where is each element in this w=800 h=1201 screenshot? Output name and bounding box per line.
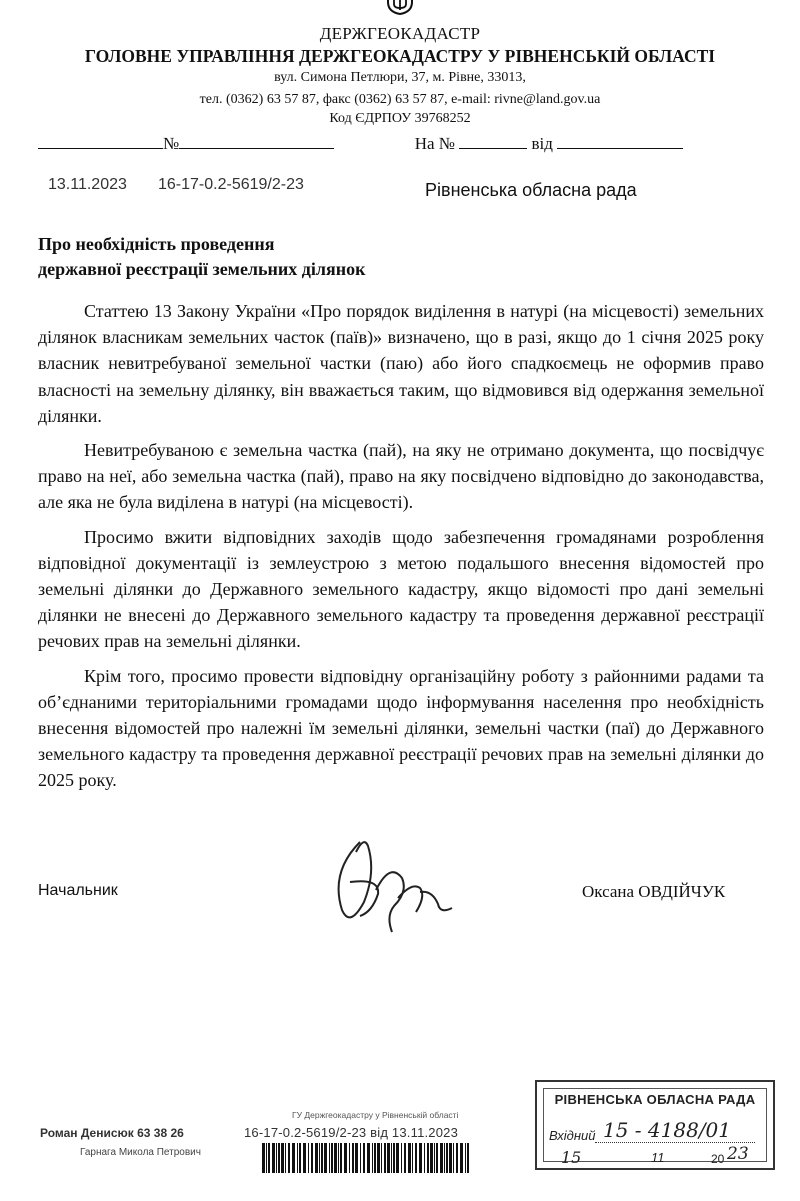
barcode-bar <box>321 1143 323 1173</box>
barcode-bar <box>355 1143 358 1173</box>
barcode-bar <box>297 1143 298 1173</box>
barcode-bar <box>367 1143 370 1173</box>
stamp-year-prefix: 20 <box>711 1152 725 1166</box>
barcode-bar <box>412 1143 413 1173</box>
barcode-bar <box>311 1143 313 1173</box>
body-paragraph-1: Статтею 13 Закону України «Про порядок виділення в натурі (на місцевості) земельних ділянок власникам земельних часток (паїв)» визначено, що в разі, якщо до 1 січня 2025 року власник невитребуваної земельної частки (паю) або його спадкоємець не оформив право власності на земельну ділянку, він вважається таким, що відмовився від одержання земельної ділянки. <box>38 301 764 426</box>
barcode-bar <box>419 1143 422 1173</box>
barcode-bar <box>303 1143 306 1173</box>
barcode-registration-text: 16-17-0.2-5619/2-23 від 13.11.2023 <box>244 1125 459 1140</box>
date-blank <box>38 134 163 149</box>
stamp-title: РІВНЕНСЬКА ОБЛАСНА РАДА <box>554 1092 756 1107</box>
stamp-month: 11 <box>651 1150 665 1165</box>
reply-label: На № <box>414 134 456 153</box>
barcode-bar <box>374 1143 376 1173</box>
barcode-bar <box>266 1143 267 1173</box>
letter-body <box>38 298 764 802</box>
barcode-bar <box>396 1143 399 1173</box>
barcode-bar <box>276 1143 277 1173</box>
barcode-bar <box>292 1143 295 1173</box>
barcode-bar <box>444 1143 445 1173</box>
barcode-bar <box>329 1143 330 1173</box>
org-full-name: ГОЛОВНЕ УПРАВЛІННЯ ДЕРЖГЕОКАДАСТРУ У РІВНЕНСЬКІЙ ОБЛАСТІ <box>84 46 716 66</box>
barcode-bar <box>440 1143 443 1173</box>
subject <box>38 232 365 282</box>
signer-name: Оксана ОВДІЙЧУК <box>582 882 726 901</box>
subject-line-1: Про необхідність проведення <box>38 234 275 254</box>
barcode-bar <box>381 1143 382 1173</box>
barcode-bar <box>315 1143 318 1173</box>
barcode-bar <box>384 1143 386 1173</box>
barcode-bar <box>308 1143 309 1173</box>
barcode-bar <box>467 1143 469 1173</box>
barcode-bar <box>430 1143 433 1173</box>
barcode-caption: ГУ Держгеокадастру у Рівненській області <box>292 1110 459 1120</box>
body-paragraph-4: Крім того, просимо провести відповідну організаційну роботу з районними радами та об’єднаними територіальними громадами щодо інформування населення про необхідність внесення відомостей про належні їм земельні ділянки, земельні частки (паї) до Державного земельного кадастру та проведення державної реєстрації речових прав на земельні ділянки до 2025 року. <box>38 665 764 791</box>
number-symbol: № <box>163 134 180 153</box>
barcode-bar <box>334 1143 337 1173</box>
barcode-bar <box>299 1143 301 1173</box>
trident-emblem-icon <box>386 0 414 16</box>
body-paragraph-3: Просимо вжити відповідних заходів щодо забезпечення громадянами розроблення відповідної документації із землеустрою з метою подальшого внесення відомостей про земельні ділянки до Державного земельного кадастру, якщо відомості про дані земельні ділянки не внесені до Державного земельного кадастру та проведення державної реєстрації речових прав на земельні ділянки. <box>38 526 764 652</box>
recipient: Рівненська обласна рада <box>425 180 637 200</box>
barcode-bar <box>449 1143 452 1173</box>
reply-number-blank <box>459 134 527 149</box>
org-contacts: тел. (0362) 63 57 87, факс (0362) 63 57 87, e-mail: rivne@land.gov.ua <box>199 92 601 107</box>
barcode-bar <box>288 1143 290 1173</box>
barcode-bar <box>391 1143 392 1173</box>
stamp-number-line <box>595 1142 755 1143</box>
barcode-bar <box>393 1143 395 1173</box>
barcode-bar <box>340 1143 342 1173</box>
registration-number: 16-17-0.2-5619/2-23 <box>158 176 304 193</box>
barcode-bar <box>352 1143 354 1173</box>
barcode-bar <box>424 1143 425 1173</box>
barcode-bar <box>319 1143 320 1173</box>
barcode-bar <box>456 1143 458 1173</box>
incoming-registration-stamp <box>535 1080 775 1170</box>
number-blank <box>179 134 334 149</box>
barcode-bar <box>344 1143 347 1173</box>
barcode-bar <box>360 1143 361 1173</box>
reply-from-label: від <box>531 134 553 153</box>
barcode-bar <box>331 1143 333 1173</box>
barcode-bar <box>434 1143 435 1173</box>
executor-1: Роман Денисюк 63 38 26 <box>40 1126 184 1140</box>
org-address: вул. Симона Петлюри, 37, м. Рівне, 33013, <box>274 70 526 85</box>
org-short-name: ДЕРЖГЕОКАДАСТР <box>319 24 481 43</box>
barcode-bar <box>338 1143 339 1173</box>
barcode-bar <box>387 1143 390 1173</box>
document-number-line <box>38 134 728 154</box>
org-edrpou: Код ЄДРПОУ 39768252 <box>329 111 471 126</box>
barcode-bar <box>465 1143 466 1173</box>
barcode-bar <box>324 1143 327 1173</box>
registration-date: 13.11.2023 <box>48 176 127 193</box>
barcode-bar <box>415 1143 417 1173</box>
barcode-bar <box>404 1143 406 1173</box>
barcode-bar <box>262 1143 265 1173</box>
barcode-bar <box>453 1143 454 1173</box>
signer-title: Начальник <box>38 882 118 899</box>
barcode-bar <box>268 1143 270 1173</box>
barcode-bar <box>446 1143 448 1173</box>
body-paragraph-2: Невитребуваною є земельна частка (пай), на яку не отримано документа, що посвідчує право на неї, або земельна частка (пай), право на яку посвідчено відповідно до законодавства, але яка не була виділена в натурі (на місцевості). <box>38 440 764 513</box>
barcode-bar <box>401 1143 402 1173</box>
barcode-bar <box>285 1143 286 1173</box>
barcode-bar <box>278 1143 280 1173</box>
barcode-bar <box>281 1143 284 1173</box>
stamp-incoming-number: 15 - 4188/01 <box>603 1118 732 1142</box>
stamp-year-suffix: 23 <box>727 1144 749 1164</box>
handwritten-signature <box>320 832 470 942</box>
stamp-incoming-label: Вхідний <box>549 1128 596 1143</box>
barcode-bar <box>427 1143 429 1173</box>
barcode-bar <box>460 1143 463 1173</box>
barcode-bar <box>436 1143 438 1173</box>
stamp-day: 15 <box>561 1148 582 1167</box>
barcode-bar <box>408 1143 411 1173</box>
barcode-bar <box>372 1143 373 1173</box>
subject-line-2: державної реєстрації земельних ділянок <box>38 259 366 279</box>
reply-date-blank <box>557 134 683 149</box>
barcode-bar <box>363 1143 365 1173</box>
executor-2: Гарнага Микола Петрович <box>80 1147 201 1158</box>
barcode <box>262 1143 470 1173</box>
barcode-bar <box>349 1143 350 1173</box>
barcode-bar <box>377 1143 380 1173</box>
barcode-bar <box>272 1143 275 1173</box>
